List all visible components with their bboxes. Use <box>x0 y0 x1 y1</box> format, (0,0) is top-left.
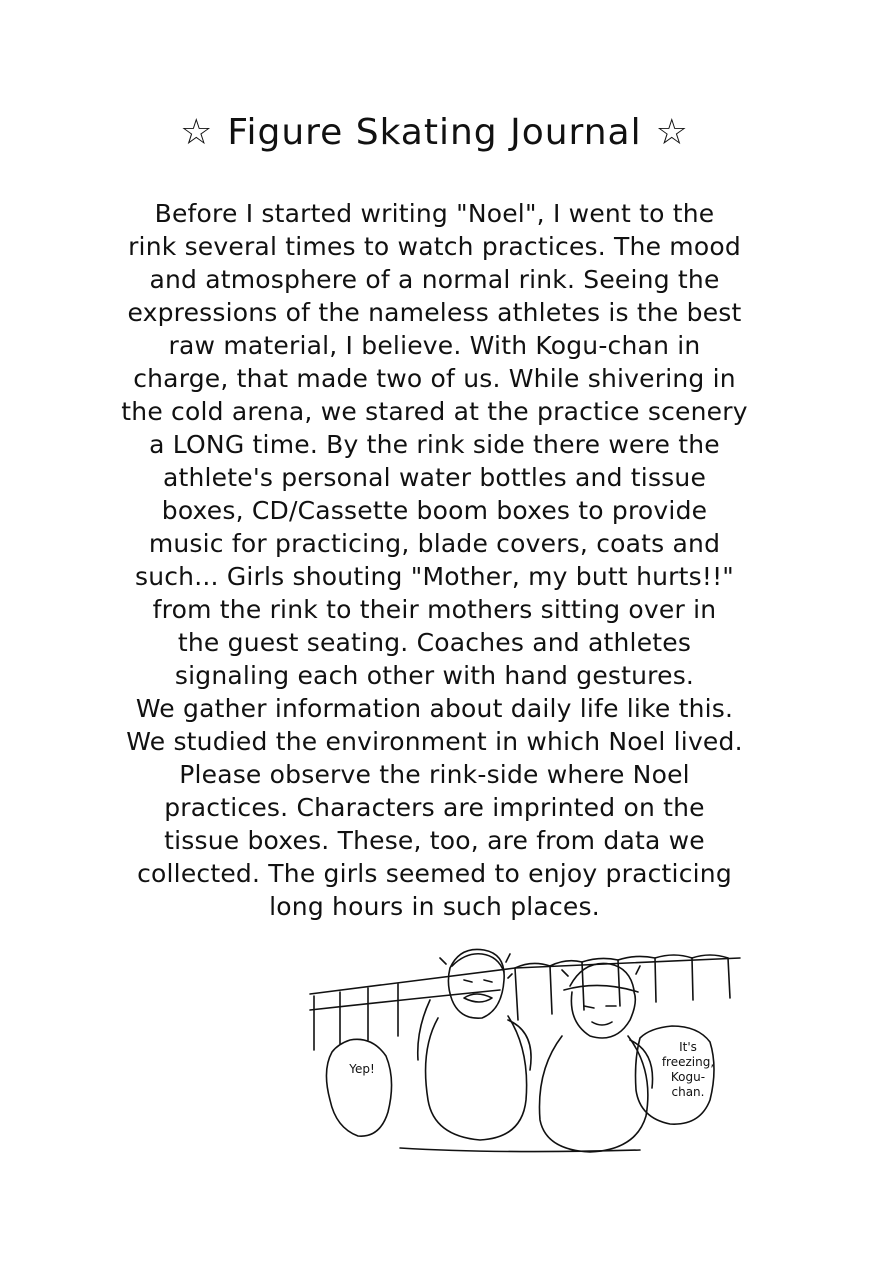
body-line: expressions of the nameless athletes is the best <box>127 298 742 327</box>
body-line: athlete's personal water bottles and tissue <box>162 463 707 492</box>
right-bubble-text <box>648 1040 728 1100</box>
body-line: and atmosphere of a normal rink. Seeing the <box>149 265 720 294</box>
journal-body <box>60 197 809 923</box>
body-line: from the rink to their mothers sitting over in <box>152 595 717 624</box>
right-bubble-line: freezing, <box>661 1055 715 1069</box>
body-line: Please observe the rink-side where Noel <box>179 760 690 789</box>
left-person-side <box>418 1000 430 1060</box>
seat-row-line-lower <box>310 990 500 1010</box>
right-person-mouth <box>592 1022 612 1025</box>
right-bubble-line: Kogu- <box>670 1070 706 1084</box>
left-person-arm <box>508 1020 531 1070</box>
body-line: the cold arena, we stared at the practice scenery <box>121 397 748 426</box>
body-line: rink several times to watch practices. The mood <box>128 232 741 261</box>
body-line: music for practicing, blade covers, coats and <box>148 529 721 558</box>
left-person-hair <box>452 954 504 972</box>
seat-row-line <box>310 958 740 994</box>
body-line: Before I started writing "Noel", I went to the <box>154 199 715 228</box>
body-line: practices. Characters are imprinted on the <box>164 793 705 822</box>
right-person-body <box>539 1036 647 1152</box>
left-person-eyes <box>464 980 492 982</box>
left-person-body <box>426 1016 527 1140</box>
body-line: such... Girls shouting "Mother, my butt hurts!!" <box>134 562 735 591</box>
body-line: We gather information about daily life like this. <box>135 694 734 723</box>
body-line: raw material, I believe. With Kogu-chan in <box>168 331 701 360</box>
right-bubble-line: It's <box>679 1040 697 1054</box>
body-line: signaling each other with hand gestures. <box>174 661 695 690</box>
body-line: charge, that made two of us. While shivering in <box>133 364 736 393</box>
body-line: We studied the environment in which Noel lived. <box>126 727 743 756</box>
right-bubble-line: chan. <box>671 1085 705 1099</box>
body-line: a LONG time. By the rink side there were the <box>149 430 720 459</box>
page-title <box>0 112 869 153</box>
page-title-text: Figure Skating Journal <box>227 112 642 153</box>
left-person-mustache <box>464 994 492 1002</box>
body-line: boxes, CD/Cassette boom boxes to provide <box>161 496 708 525</box>
right-person-head <box>571 992 635 1038</box>
right-person-hat-brim <box>564 985 638 992</box>
left-speech-bubble <box>326 1039 391 1136</box>
body-line: tissue boxes. These, too, are from data we <box>164 826 705 855</box>
left-bubble-text: Yep! <box>349 1062 375 1076</box>
body-line: the guest seating. Coaches and athletes <box>177 628 692 657</box>
star-left-icon: ☆ <box>180 112 214 153</box>
body-line: collected. The girls seemed to enjoy practicing <box>137 859 732 888</box>
body-line: long hours in such places. <box>269 892 600 921</box>
right-person-eyes <box>584 1006 616 1008</box>
star-right-icon: ☆ <box>655 112 689 153</box>
